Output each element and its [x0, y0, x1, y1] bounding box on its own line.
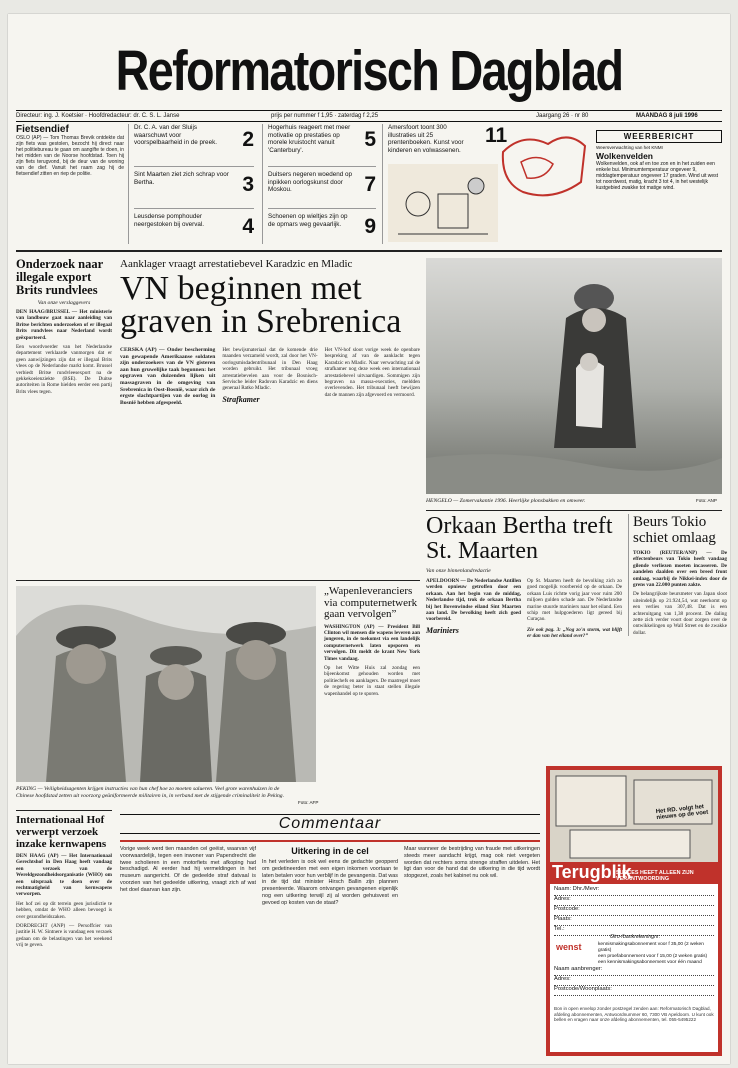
teaser-page-number: 3 [242, 173, 254, 196]
teaser-text: Hogerhuis reageert met meer motivatie op prestaties op morele kruistocht vanuit 'Canterbury'. [268, 124, 351, 154]
teaser-page-number: 4 [242, 215, 254, 238]
article-orkaan-subhead: Mariniers [426, 625, 459, 635]
wenst-label: wenst [556, 942, 582, 952]
article-orkaan-title: Orkaan Bertha treft St. Maarten [426, 513, 613, 564]
phone-field[interactable]: Tel.: [554, 926, 714, 936]
article-dordrecht-text: DORDRECHT (ANP) — Persoffcier van justitie H. W. Sintnere is vandaag een verzoek gedaan om de belastingen van het weekend vrij te geven. [16, 923, 112, 949]
fietsendief-body: OSLO (AP) — Tom Thomas Brevik ontdekte dat zijn fiets was gestolen, bezocht hij direct naar het politiebureau te gaan om aangifte te doen, in het midden van de Noorse hoofdstad. Toen hij zijn fiets terugvond, bij de deur van de woning van de dief. Vanuit het raam zag hij de fietsendief zitten en riep de politie. [16, 135, 124, 177]
art-teaser[interactable] [382, 124, 508, 244]
art-teaser-text: Amersfoort toont 300 illustraties uit 25 prentenboeken. Kunst voor kinderen en volwassenen. [388, 124, 464, 154]
teaser-page-number: 5 [364, 128, 376, 151]
article-orkaan-body-columns [426, 578, 622, 783]
referrer-address-field[interactable]: Adres: [554, 976, 714, 986]
weather-title: WEERBERICHT [596, 130, 722, 143]
ad-tagline: Het RD. volgt het nieuws op de voet [655, 804, 709, 822]
weather-box [596, 130, 722, 244]
subscription-option[interactable]: kennismakingsabonnement voor f 35,00 (2 weken gratis) [598, 942, 704, 953]
comment-text-1: Vorige week werd tien maanden cel geëist, waarvan vijf voorwaardelijk, tegen een inwoner van Papendrecht die twee scholieren in een motorfiets met afkoping had beschadigd. Al eerder had hij vermeldingen in het museum aangericht. Of de gedeelde straf datvaal is voorzien van het gedeelde uitkering, vraagt zich af wat het doel daarvan kan zijn. [120, 846, 256, 893]
main-article-subhead: Strafkamer [222, 394, 260, 404]
teaser[interactable] [268, 166, 376, 205]
main-article-body [120, 347, 420, 575]
peking-photo [16, 586, 316, 782]
comment-accent-rule [120, 840, 540, 842]
teasers-col-1 [134, 124, 254, 244]
teaser-text: Duitsers negeren woedend op inpikken oorlogskunst door Moskou. [268, 171, 353, 193]
hengelo-photo-credit: Foto: ANP [696, 498, 717, 503]
info-bar-volume: Jaargang 26 · nr 80 [536, 113, 589, 119]
divider [426, 510, 722, 511]
comment-banner [120, 814, 540, 834]
weather-headline: Wolkenvelden [596, 151, 653, 161]
referrer-postcode-field[interactable]: Postcode/Woonplaats: [554, 986, 714, 996]
info-bar [16, 110, 722, 122]
comment-col-2 [262, 846, 398, 907]
article-wapen-title: „Wapenleveranciers via computernetwerk gaan vervolgen” [324, 585, 418, 620]
teasers-col-2 [262, 124, 380, 244]
teaser[interactable] [134, 124, 254, 162]
article-rundvlees-body: Een woordvoerder van het Nederlandse departement verklaarde vanmorgen dat er geen aanwijzingen zijn dat er illegaal Brits vlees op de Nederlandse markt komt. Brussel verbiedt Britse rundvleesexport na de gekkekoeienziekte (BSE). De Duitse autoriteiten in Rome hielden eerder een partij Brits vlees tegen. [16, 344, 112, 395]
newspaper-page [8, 14, 730, 1064]
main-article-text: Het bewijsmateriaal dat de komende drie maanden verzameld wordt, zal door het VN-oorlogsmisdadentribunaal in Den Haag worden gebruikt. Het tribunaal vroeg arrestatiebevelen aan voor de Bosnisch-Servische leider Radovan Karadzic en diens generaal Ratko Mladic. [222, 347, 318, 392]
teaser[interactable] [134, 166, 254, 205]
info-bar-staff: Directeur: ing. J. Koetsier · Hoofdredacteur: dr. C. S. L. Janse [16, 113, 180, 119]
teaser-text: Sint Maarten ziet zich schrap voor Bertha. [134, 171, 229, 186]
teaser-text: Dr. C. A. van der Sluijs waarschuwt voor voorspelbaarheid in de preek. [134, 124, 217, 146]
ad-brand: Terugblik [552, 862, 632, 882]
coupon-footer: Bon in open envelop zonder postzegel zenden aan: Reformatorisch Dagblad, afdeling abonnementen, Antwoordnummer 60, 7300 VB Apeldoorn. U kunt ook bellen en vragen naar onze afdeling abonnementen, tel. 055-5495222 [554, 1006, 714, 1023]
fietsendief-box [16, 124, 129, 244]
article-hof-lead: DEN HAAG (AP) — Het Internationaal Gerechtshof in Den Haag heeft vandaag een verzoek van de Wereldgezondheidsorganisatie (WHO) om een uitspraak te doen over de rechtmatigheid van kernwapens verworpen. [16, 853, 112, 898]
teaser-page-number: 2 [242, 128, 254, 151]
subscription-option[interactable]: een proefabonnement voor f 15,00 (2 weken gratis) [598, 954, 708, 959]
article-orkaan-text: Op St. Maarten heeft de bevolking zich zo goed mogelijk voorbereid op de orkaan. De orkaan Luis richtte vorig jaar voor ruim 200 miljoen gulden schade aan. De Nederlandse marine stuurde mariniers naar het eiland. Een schip met hulpgoederen ligt gereed bij Curaçao. [527, 578, 622, 623]
info-bar-date: MAANDAG 8 juli 1996 [636, 113, 698, 119]
weather-map-image [493, 122, 593, 212]
name-field[interactable]: Naam: Dhr./Mevr: [554, 886, 714, 896]
ad-slogan: SUCCES HEEFT ALLEEN ZIJN VERANTWOORDING [616, 870, 694, 882]
teaser-text: Schoenen op wieltjes zijn op de opmars weg gevaarlijk. [268, 213, 348, 228]
teaser-text: Leusdense pomphouder neergestoken bij overval. [134, 213, 205, 228]
referrer-name-field[interactable]: Naam aanbrenger: [554, 966, 714, 976]
teaser[interactable] [134, 208, 254, 245]
address-field[interactable]: Adres: [554, 896, 714, 906]
article-beurs-lead: TOKIO (REUTER/ANP) — De effectenbeurs van Tokio heeft vandaag gilende verliezen moeten incasseren. De aandelen daalden over een breed front omlaag, waarbij de Nikkei-index door de grens van 22.000 punten zakte. [633, 550, 727, 589]
article-hof-title: Internationaal Hof verwerpt verzoek inzake kernwapens [16, 814, 107, 850]
comment-text-2: In het verleden is ook wel eens de gedachte geopperd om gedetineerden met een eigen inkomen voortaan te laten betalen voor hun verblijf in de gevangenis. Dat was in de tijd dat minister Hirsch Ballin zijn plannen presenteerde. Waarom ontvangen gevangenen eigenlijk nog een uitkering terwijl zij al worden gehuisvest en gevoed op kosten van de staat? [262, 859, 398, 906]
masthead-title: Reformatorisch Dagblad [115, 39, 623, 103]
main-article-kicker: Aanklager vraagt arrestatiebevel Karadzic en Mladic [120, 258, 353, 270]
divider [16, 580, 420, 581]
article-beurs-title: Beurs Tokio schiet omlaag [633, 514, 716, 546]
giro-label: Giro-/bankrekeningnr: [610, 934, 661, 940]
art-teaser-page-number: 11 [485, 124, 508, 147]
article-wapen-body: Op het Witte Huis zal zondag een bijeenkomst gehouden worden met politiechefs en aanklagers. De maatregel moet de regering beter in staat stellen illegale wapenhandel op te sporen. [324, 664, 420, 697]
comment-text-3: Maar wanneer de bestrijding van fraude met uitkeringen steeds meer aandacht krijgt, mag ook niet vergeten worden dat rechters soms strenge straffen uitdelen. Het ligt dan voor de hand dat de uitkering in die tijd wordt stopgezet, zoals het kabinet nu ook wil. [404, 846, 540, 880]
article-orkaan-byline: Van onze binnenlandredactie [426, 568, 491, 574]
fietsendief-title: Fietsendief [16, 124, 69, 135]
article-orkaan[interactable] [426, 514, 622, 783]
peking-caption: PEKING — Veiligheidsagenten krijgen instructies van hun chef hoe zo moeten salueren. Veel grote warenhuizen in de Chinese hoofdstad zetten uit voorzorg geüniformeerde militairen in, in verband met de stijgende criminaliteit in Peking. [16, 786, 284, 799]
info-bar-price: prijs per nummer f 1,95 · zaterdag f 2,25 [271, 113, 379, 119]
peking-photo-credit: Foto: AFP [298, 800, 319, 805]
article-rundvlees-byline: Van onze verslaggevers [37, 300, 91, 306]
article-wapen[interactable] [324, 586, 420, 697]
weather-source: Weersverwachting van het KNMI [596, 145, 663, 150]
hengelo-photo [426, 258, 722, 494]
main-article-title: VN beginnen met graven in Srebrenica [120, 270, 402, 340]
comment-col-1 [120, 846, 256, 894]
main-article-header[interactable] [120, 258, 420, 338]
divider [16, 810, 112, 811]
article-orkaan-crossref: Zie ook pag. 3: „Nog zo'n storm, wat blijft er dan van het eiland over?” [527, 626, 622, 640]
subscription-option[interactable]: een kennismakingsabonnement voor één maand [598, 960, 702, 965]
article-beurs[interactable] [628, 514, 727, 636]
divider [16, 250, 722, 252]
main-article-lead: CERSKA (AP) — Onder bescherming van gewapende Amerikaanse soldaten zijn onderzoekers van de VN gisteren aan hun gruwelijke taak begonnen: het opgraven van duizenden lijken uit massagraven in de omgeving van Srebrenica in Oost-Bosnië, waar zich de ergste slachtpartijen van de oorlog in Bosnië hebben afgespeeld. [120, 347, 216, 406]
comment-col-3 [404, 846, 540, 880]
comment-title: Commentaar [278, 815, 382, 832]
teaser[interactable] [268, 124, 376, 162]
article-hof-body: Het hof zei op dit terrein geen jurisdictie te hebben, omdat de WHO alleen bevoegd is over gezondheidszaken. [16, 900, 112, 920]
teaser-page-number: 7 [364, 173, 376, 196]
weather-body: Wolkenvelden, ook af en toe zon en in het zuiden een enkele bui. Minimumtemperatuur ongeveer 9, middagtemperatuur ongeveer 17 graden. Wind uit west tot noordwest, matig, kracht 3 tot 4, in het westelijk kustgebied zwakke tot matige wind. [596, 161, 719, 191]
teaser[interactable] [268, 208, 376, 245]
article-rundvlees-title: Onderzoek naar illegale export Brits rundvlees [16, 257, 103, 297]
teaser-page-number: 9 [364, 215, 376, 238]
coupon-form [550, 884, 718, 1052]
article-beurs-body: De belangrijkste beursmeter van Japan sloot uiteindelijk op 21.924,54, wat neerkomt op een verlies van 307,48. Dat is een achteruitgang van 1,38 procent. De daling zette zich verder voort door zorgen over de ontwikkelingen op Wall Street en de zwakke dollar. [633, 591, 727, 636]
children-illustration-image [388, 164, 498, 242]
city-field[interactable]: Plaats: [554, 916, 714, 926]
article-orkaan-lead: APELDOORN — De Nederlandse Antillen werden opnieuw getroffen door een orkaan. Aan het begin van de middag, Nederlandse tijd, trok de orkaan Bertha bij het Bovenwindse eiland Sint Maarten aan land. De bevolking heeft zich goed voorbereid. [426, 578, 521, 623]
article-rundvlees[interactable] [16, 258, 112, 395]
referrer-fields [554, 966, 714, 996]
subscription-options [598, 942, 714, 966]
article-hof[interactable] [16, 814, 112, 949]
coupon-fields [550, 884, 718, 938]
article-wapen-lead: WASHINGTON (AP) — President Bill Clinton wil mensen die wapens leveren aan jongeren, in de toekomst via een landelijk computernetwerk laten opsporen en vervolgen. Dit meldt de krant New York Times vandaag. [324, 623, 420, 662]
main-article-text-2: Het VN-hof sloot vorige week de openbare bespreking af van de aanklacht tegen Karadzic en Mladic. Naar verwachting zal de strafkamer nog deze week een internationaal arrestatiebevel uitvaardigen. Sommigen zijn begraven na massa-executies, meldden overlevenden. Het tribunaal heeft bewijzen dat de mannen zijn afgevoerd en vermoord. [324, 347, 420, 398]
comment-headline: Uitkering in de cel [291, 846, 369, 856]
postcode-field[interactable]: Postcode: [554, 906, 714, 916]
hengelo-caption: HENGELO — Zomervakantie 1996. Heerlijke plonsbakken en omweer. [426, 498, 586, 504]
article-rundvlees-lead: DEN HAAG/BRUSSEL — Het ministerie van landbouw gaat naar aanleiding van Britse berichten onderzoeken of er illegaal Brits rundvlees naar Nederland wordt geëxporteerd. [16, 309, 112, 341]
subscription-ad [546, 766, 722, 1056]
